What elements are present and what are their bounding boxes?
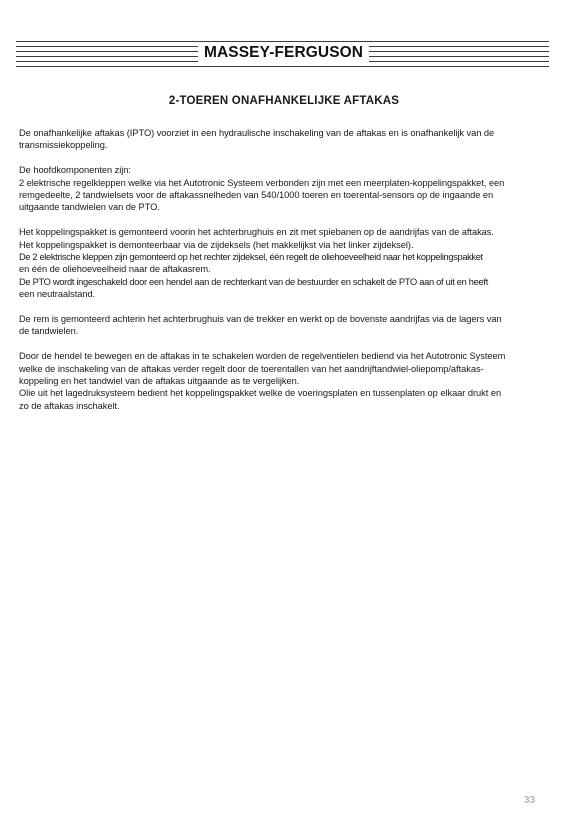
text-line: De rem is gemonteerd achterin het achterbrughuis van de trekker en werkt op de bovenste aandrijfas via de lagers van <box>19 314 502 325</box>
text-line: Het koppelingspakket is gemonteerd voorin het achterbrughuis en zit met spiebanen op de aandrijfas van de aftakas. <box>19 227 494 238</box>
text-line: zo de aftakas inschakelt. <box>19 400 120 411</box>
text-line: uitgaande tandwielen van de PTO. <box>19 202 160 213</box>
header-band <box>16 38 549 68</box>
paragraph <box>19 164 546 214</box>
page-number: 33 <box>524 795 536 806</box>
text-line: de tandwielen. <box>19 326 79 337</box>
page-title: 2-TOEREN ONAFHANKELIJKE AFTAKAS <box>168 95 400 107</box>
paragraph <box>19 350 546 412</box>
paragraph <box>19 313 546 338</box>
text-line: transmissiekoppeling. <box>19 140 108 151</box>
text-line: koppeling en het tandwiel van de aftakas uitgaande as te vergelijken. <box>19 376 300 387</box>
text-line: Het koppelingspakket is demonteerbaar via de zijdeksels (het makkelijkst via het linker zijdeksel). <box>19 239 414 250</box>
body-text <box>19 127 546 425</box>
text-line: en één de oliehoeveelheid naar de aftakasrem. <box>19 264 211 275</box>
text-line: De onafhankelijke aftakas (IPTO) voorziet in een hydraulische inschakeling van de aftakas en is onafhankelijk van de <box>19 128 495 138</box>
brand-logo: MASSEY-FERGUSON <box>198 43 369 63</box>
text-line: De PTO wordt ingeschakeld door een hendel aan de rechterkant van de bestuurder en schakelt de PTO aan of uit en heeft <box>19 276 488 287</box>
text-line: De hoofdkomponenten zijn: <box>19 165 131 176</box>
text-line: De 2 elektrische kleppen zijn gemonteerd op het rechter zijdeksel, één regelt de oliehoeveelheid naar het koppelingspakket <box>19 252 483 263</box>
text-line: remgedeelte, 2 tandwielsets voor de aftakassnelheden van 540/1000 toeren en toerental-sensors op de ingaande en <box>19 190 494 201</box>
text-line: 2 elektrische regelkleppen welke via het Autotronic Systeem verbonden zijn met een meerplaten-koppelingspakket, een <box>19 177 505 188</box>
text-line: welke de inschakeling van de aftakas verder regelt door de toerentallen van het aandrijftandwiel-oliepomp/aftakas- <box>19 363 484 374</box>
paragraph <box>19 226 546 300</box>
text-line: een neutraalstand. <box>19 289 96 300</box>
text-line: Door de hendel te bewegen en de aftakas in te schakelen worden de regelventielen bediend via het Autotronic Systeem <box>19 351 506 362</box>
text-line: Olie uit het lagedruksysteem bedient het koppelingspakket welke de voeringsplaten en tussenplaten op elkaar drukt en <box>19 388 502 399</box>
paragraph <box>19 127 546 152</box>
